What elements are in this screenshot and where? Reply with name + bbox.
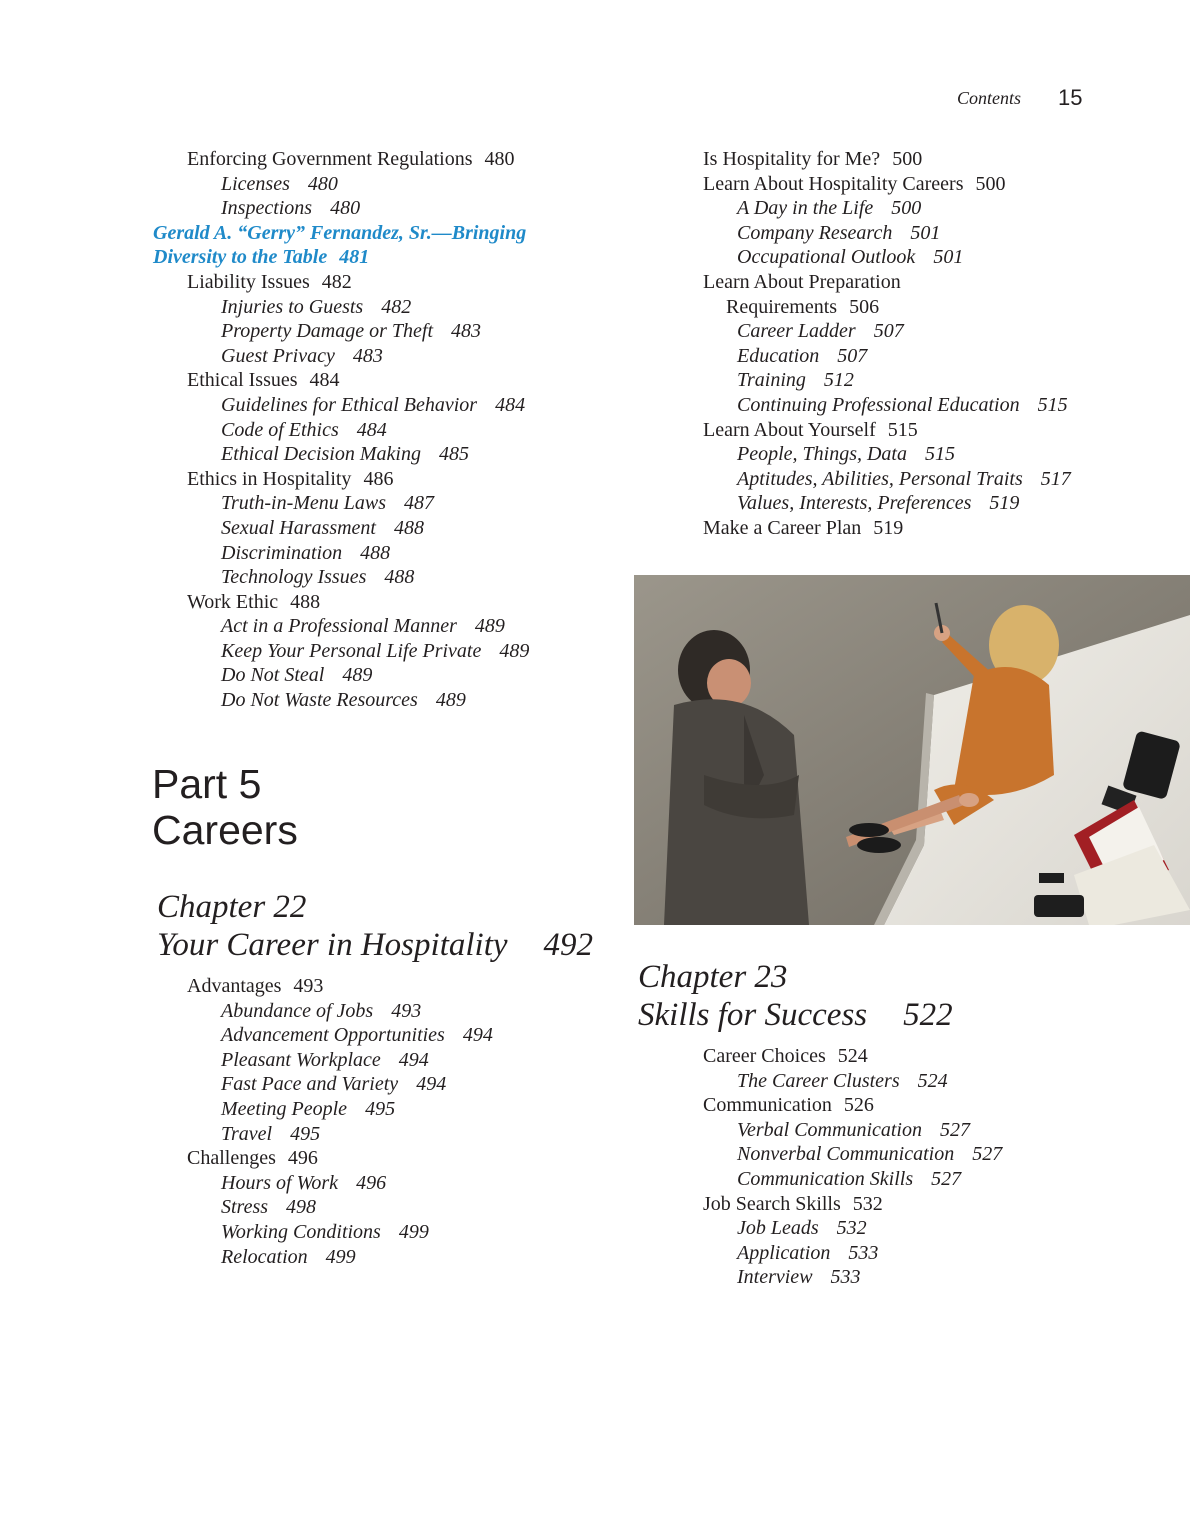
entry-page-number: 524 bbox=[837, 1045, 868, 1067]
toc-entry bbox=[153, 147, 613, 172]
entry-page-number: 483 bbox=[451, 320, 482, 343]
entry-title: Career Choices bbox=[703, 1045, 826, 1067]
entry-page-number: 527 bbox=[931, 1167, 962, 1190]
toc-subentry bbox=[153, 393, 613, 418]
entry-page-number: 533 bbox=[830, 1266, 861, 1289]
chapter-23-heading bbox=[638, 958, 953, 1034]
entry-title: Job Leads bbox=[737, 1217, 819, 1240]
entry-page-number: 489 bbox=[499, 639, 530, 662]
chapter-23-entries bbox=[669, 1044, 1169, 1290]
running-header-label: Contents bbox=[957, 88, 1022, 108]
entry-page-number: 515 bbox=[925, 443, 955, 466]
entry-page-number: 517 bbox=[1040, 467, 1071, 490]
entry-page-number: 482 bbox=[321, 270, 352, 293]
entry-page-number: 496 bbox=[356, 1171, 387, 1194]
toc-entry bbox=[153, 270, 613, 295]
entry-page-number: 501 bbox=[933, 246, 964, 269]
toc-subentry bbox=[153, 1122, 613, 1147]
entry-title: Learn About Preparation bbox=[703, 270, 901, 293]
entry-page-number: 488 bbox=[393, 516, 424, 539]
entry-title: Application bbox=[737, 1241, 831, 1264]
toc-subentry bbox=[153, 541, 613, 566]
toc-subentry bbox=[153, 319, 613, 344]
entry-title: Do Not Waste Resources bbox=[221, 689, 418, 712]
chapter-23-page: 522 bbox=[903, 997, 953, 1033]
entry-page-number: 524 bbox=[917, 1069, 948, 1092]
entry-title: Working Conditions bbox=[221, 1220, 381, 1243]
toc-subentry bbox=[669, 221, 1169, 246]
entry-title: Meeting People bbox=[221, 1097, 348, 1120]
entry-title: Continuing Professional Education bbox=[737, 393, 1020, 416]
entry-page-number: 507 bbox=[837, 344, 868, 367]
entry-page-number: 493 bbox=[293, 975, 324, 997]
chapter-22-page: 492 bbox=[543, 927, 594, 963]
toc-subentry bbox=[669, 319, 1169, 344]
entry-page-number: 507 bbox=[873, 320, 904, 343]
entry-title: Education bbox=[737, 344, 820, 367]
entry-title: Code of Ethics bbox=[221, 418, 339, 441]
chapter-22-label: Chapter 22 bbox=[157, 889, 307, 925]
entry-title: The Career Clusters bbox=[737, 1069, 900, 1092]
entry-title: Communication Skills bbox=[737, 1167, 914, 1190]
entry-page-number: 500 bbox=[892, 148, 923, 170]
entry-title: Advantages bbox=[187, 975, 282, 997]
entry-page-number: 496 bbox=[287, 1147, 318, 1170]
entry-title: Stress bbox=[221, 1196, 269, 1219]
entry-title: Learn About Yourself bbox=[703, 418, 876, 441]
toc-subentry bbox=[669, 368, 1169, 393]
toc-subentry bbox=[669, 1167, 1169, 1192]
entry-title: Pleasant Workplace bbox=[221, 1048, 381, 1071]
toc-subentry bbox=[153, 295, 613, 320]
feature-entry bbox=[153, 221, 613, 246]
entry-page-number: 487 bbox=[404, 492, 435, 515]
toc-subentry bbox=[669, 1118, 1169, 1143]
toc-subentry bbox=[669, 1216, 1169, 1241]
entry-page-number: 494 bbox=[398, 1048, 429, 1071]
entry-page-number: 480 bbox=[307, 172, 338, 195]
entry-title: Interview bbox=[737, 1266, 813, 1289]
toc-subentry bbox=[153, 688, 613, 713]
feature-entry bbox=[153, 245, 613, 270]
entry-page-number: 494 bbox=[416, 1073, 447, 1096]
toc-entry bbox=[153, 590, 613, 615]
toc-subentry bbox=[153, 1097, 613, 1122]
toc-subentry bbox=[153, 196, 613, 221]
toc-subentry bbox=[153, 663, 613, 688]
chapter-22-heading bbox=[157, 888, 593, 964]
entry-title: Occupational Outlook bbox=[737, 246, 916, 269]
entry-title: Company Research bbox=[737, 221, 893, 244]
entry-page-number: 512 bbox=[823, 369, 854, 392]
toc-subentry bbox=[669, 491, 1169, 516]
toc-subentry bbox=[153, 639, 613, 664]
entry-title: Relocation bbox=[221, 1245, 308, 1268]
entry-title: Sexual Harassment bbox=[221, 516, 376, 539]
business-meeting-photo bbox=[634, 575, 1190, 925]
toc-subentry bbox=[153, 442, 613, 467]
toc-entry bbox=[153, 467, 613, 492]
entry-page-number: 488 bbox=[360, 541, 391, 564]
toc-entry bbox=[669, 1192, 1169, 1217]
entry-page-number: 499 bbox=[398, 1220, 429, 1243]
entry-title: Aptitudes, Abilities, Personal Traits bbox=[737, 467, 1023, 490]
entry-title: Ethics in Hospitality bbox=[187, 467, 352, 490]
entry-page-number: 489 bbox=[435, 689, 466, 712]
toc-left-column bbox=[153, 147, 613, 713]
toc-subentry bbox=[153, 172, 613, 197]
entry-title: Ethical Decision Making bbox=[221, 443, 421, 466]
chapter-23-title: Skills for Success bbox=[638, 997, 868, 1033]
entry-title: Injuries to Guests bbox=[221, 295, 364, 318]
entry-title: Learn About Hospitality Careers bbox=[703, 172, 964, 195]
entry-page-number: 501 bbox=[910, 221, 941, 244]
entry-title: Fast Pace and Variety bbox=[221, 1073, 399, 1096]
entry-title: Advancement Opportunities bbox=[221, 1024, 445, 1047]
entry-title: Job Search Skills bbox=[703, 1192, 841, 1215]
entry-title: Guest Privacy bbox=[221, 344, 335, 367]
toc-subentry bbox=[153, 491, 613, 516]
toc-entry bbox=[669, 1044, 1169, 1069]
entry-title: Liability Issues bbox=[187, 270, 310, 293]
entry-title: Gerald A. “Gerry” Fernandez, Sr.—Bringing bbox=[153, 221, 527, 244]
entry-title: Do Not Steal bbox=[221, 664, 325, 687]
toc-entry bbox=[669, 147, 1169, 172]
entry-title: Diversity to the Table bbox=[153, 246, 328, 269]
entry-page-number: 495 bbox=[290, 1122, 321, 1145]
entry-page-number: 506 bbox=[849, 295, 880, 318]
entry-title: Travel bbox=[221, 1122, 273, 1145]
entry-title: Discrimination bbox=[221, 541, 343, 564]
entry-page-number: 489 bbox=[474, 615, 505, 638]
part-number: Part 5 bbox=[152, 761, 262, 807]
entry-title: Keep Your Personal Life Private bbox=[221, 639, 482, 662]
entry-page-number: 495 bbox=[365, 1097, 396, 1120]
entry-title: Abundance of Jobs bbox=[221, 999, 374, 1022]
entry-title: Hours of Work bbox=[221, 1171, 339, 1194]
entry-page-number: 488 bbox=[384, 566, 415, 589]
entry-title: Make a Career Plan bbox=[703, 516, 862, 539]
entry-title: Nonverbal Communication bbox=[737, 1143, 955, 1166]
entry-page-number: 515 bbox=[887, 418, 918, 441]
toc-entry bbox=[669, 418, 1169, 443]
toc-subentry bbox=[669, 1142, 1169, 1167]
entry-page-number: 519 bbox=[873, 516, 904, 539]
entry-page-number: 494 bbox=[462, 1024, 493, 1047]
toc-entry bbox=[669, 1093, 1169, 1118]
toc-entry bbox=[153, 368, 613, 393]
toc-subentry bbox=[153, 344, 613, 369]
toc-subentry bbox=[669, 196, 1169, 221]
toc-subentry bbox=[153, 1171, 613, 1196]
toc-subentry bbox=[153, 418, 613, 443]
entry-title: Enforcing Government Regulations bbox=[187, 148, 473, 170]
toc-subentry bbox=[153, 999, 613, 1024]
part-heading bbox=[152, 761, 298, 853]
entry-title: Guidelines for Ethical Behavior bbox=[221, 393, 478, 416]
toc-entry bbox=[153, 1146, 613, 1171]
entry-page-number: 527 bbox=[972, 1143, 1003, 1166]
entry-page-number: 480 bbox=[330, 197, 361, 220]
toc-entry bbox=[153, 974, 613, 999]
entry-page-number: 486 bbox=[363, 467, 394, 490]
toc-subentry bbox=[669, 1069, 1169, 1094]
toc-subentry bbox=[669, 442, 1169, 467]
entry-title: Act in a Professional Manner bbox=[221, 615, 457, 638]
entry-title: Verbal Communication bbox=[737, 1118, 922, 1141]
entry-title: Property Damage or Theft bbox=[221, 320, 434, 343]
chapter-22-title: Your Career in Hospitality bbox=[157, 927, 508, 963]
toc-entry bbox=[669, 172, 1169, 197]
entry-title: Licenses bbox=[221, 172, 290, 195]
entry-title: Work Ethic bbox=[187, 590, 279, 613]
toc-subentry bbox=[153, 565, 613, 590]
toc-subentry bbox=[153, 1195, 613, 1220]
toc-subentry bbox=[669, 1241, 1169, 1266]
toc-subentry bbox=[669, 1265, 1169, 1290]
entry-title: A Day in the Life bbox=[737, 197, 874, 220]
entry-page-number: 533 bbox=[848, 1241, 879, 1264]
toc-right-column bbox=[669, 147, 1169, 541]
toc-subentry bbox=[669, 467, 1169, 492]
entry-title: Inspections bbox=[221, 197, 313, 220]
toc-subentry bbox=[153, 1072, 613, 1097]
entry-title: Career Ladder bbox=[737, 320, 856, 343]
entry-page-number: 481 bbox=[339, 246, 370, 269]
entry-page-number: 498 bbox=[286, 1196, 317, 1219]
page-number: 15 bbox=[1058, 85, 1083, 110]
entry-title: Values, Interests, Preferences bbox=[737, 492, 972, 515]
entry-title: People, Things, Data bbox=[737, 443, 907, 466]
entry-page-number: 484 bbox=[495, 393, 526, 416]
office-scene-illustration bbox=[634, 575, 1190, 925]
entry-page-number: 485 bbox=[438, 443, 469, 466]
entry-page-number: 493 bbox=[391, 999, 422, 1022]
toc-entry bbox=[669, 295, 1169, 320]
toc-subentry bbox=[153, 1023, 613, 1048]
toc-subentry bbox=[153, 1048, 613, 1073]
entry-page-number: 499 bbox=[325, 1245, 356, 1268]
toc-subentry bbox=[669, 245, 1169, 270]
entry-title: Training bbox=[737, 369, 806, 392]
entry-page-number: 526 bbox=[843, 1094, 874, 1117]
entry-page-number: 489 bbox=[342, 664, 373, 687]
toc-entry bbox=[669, 516, 1169, 541]
part-title: Careers bbox=[152, 807, 298, 853]
toc-entry bbox=[669, 270, 1169, 295]
entry-page-number: 527 bbox=[940, 1118, 970, 1141]
entry-page-number: 515 bbox=[1037, 393, 1068, 416]
entry-title: Is Hospitality for Me? bbox=[703, 148, 881, 170]
entry-title: Technology Issues bbox=[221, 566, 367, 589]
entry-page-number: 519 bbox=[989, 492, 1020, 515]
toc-subentry bbox=[153, 516, 613, 541]
chapter-22-entries bbox=[153, 974, 613, 1269]
entry-page-number: 484 bbox=[309, 369, 340, 392]
entry-page-number: 482 bbox=[381, 295, 412, 318]
entry-page-number: 532 bbox=[852, 1192, 883, 1215]
toc-subentry bbox=[153, 614, 613, 639]
toc-subentry bbox=[153, 1220, 613, 1245]
entry-title: Challenges bbox=[187, 1147, 276, 1170]
entry-title: Truth-in-Menu Laws bbox=[221, 492, 387, 515]
toc-subentry bbox=[669, 393, 1169, 418]
chapter-23-label: Chapter 23 bbox=[638, 959, 788, 995]
entry-title: Communication bbox=[703, 1094, 832, 1117]
entry-page-number: 500 bbox=[891, 197, 922, 220]
entry-page-number: 488 bbox=[290, 590, 321, 613]
entry-page-number: 532 bbox=[836, 1217, 867, 1240]
entry-page-number: 500 bbox=[975, 172, 1006, 195]
entry-page-number: 480 bbox=[484, 148, 515, 170]
entry-title: Requirements bbox=[726, 295, 838, 318]
toc-subentry bbox=[669, 344, 1169, 369]
entry-title: Ethical Issues bbox=[187, 369, 298, 392]
toc-subentry bbox=[153, 1245, 613, 1270]
entry-page-number: 483 bbox=[352, 344, 383, 367]
entry-page-number: 484 bbox=[356, 418, 387, 441]
